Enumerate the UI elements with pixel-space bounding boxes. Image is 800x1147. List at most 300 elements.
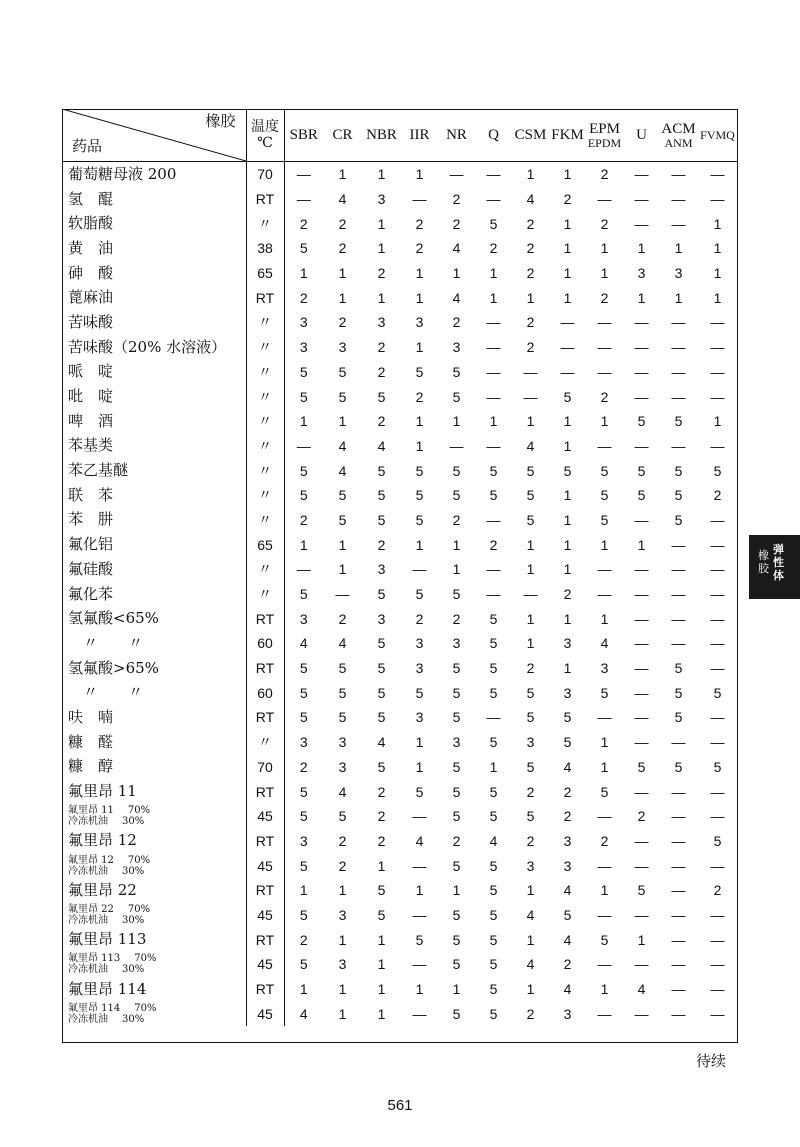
rating-cell: — [560,339,575,356]
rating-cell: 1 [637,289,646,306]
substance-name: 〃 〃 [68,683,144,702]
table-row [62,755,738,780]
rating-cell: 5 [489,882,498,899]
temperature-cell: RT [246,878,284,903]
rating-cell: — [449,166,464,183]
temperature-cell: RT [246,606,284,631]
rating-cell: 3 [299,610,308,627]
rating-cell: 4 [526,906,535,923]
temperature-cell: 〃 [246,458,284,483]
table-row [62,360,738,385]
substance-name: 葡萄糖母液 200 [68,164,177,183]
table-row [62,903,738,928]
rating-cell: — [671,832,686,849]
rating-cell: 5 [489,635,498,652]
table-row [62,730,738,755]
rating-cell: 2 [563,956,572,973]
rating-cell: — [710,808,725,825]
temperature-cell: 70 [246,162,284,187]
rating-cell: 5 [299,487,308,504]
rating-cell: 1 [600,734,609,751]
rating-cell: 3 [637,265,646,282]
rating-cell: 2 [526,215,535,232]
rating-cell: 5 [600,511,609,528]
rating-cell: 1 [600,758,609,775]
rating-cell: 2 [415,388,424,405]
rating-cell: 1 [563,511,572,528]
rating-cell: 2 [415,240,424,257]
table-row [62,606,738,631]
rating-cell: — [486,191,501,208]
mixture-component: 氟里昂 113 70% [68,953,157,965]
rating-cell: 3 [415,660,424,677]
rating-cell: — [335,586,350,603]
temperature-cell: RT [246,927,284,952]
rating-cell: 1 [415,339,424,356]
rating-cell: 3 [563,635,572,652]
rating-cell: — [597,363,612,380]
rating-cell: 1 [452,981,461,998]
rating-cell: — [560,314,575,331]
rating-cell: 1 [600,610,609,627]
rating-cell: — [710,339,725,356]
rating-cell: 1 [563,660,572,677]
rating-cell: 1 [377,240,386,257]
rating-cell: 3 [377,314,386,331]
rating-cell: 2 [299,215,308,232]
rating-cell: — [634,734,649,751]
rating-cell: — [296,437,311,454]
rating-cell: — [710,660,725,677]
rating-cell: 5 [299,388,308,405]
rating-cell: 2 [600,289,609,306]
rating-cell: 2 [713,487,722,504]
rating-cell: 5 [600,931,609,948]
rating-cell: 4 [338,783,347,800]
temperature-cell: 60 [246,631,284,656]
rating-cell: 5 [526,709,535,726]
rating-cell: 2 [563,808,572,825]
rating-cell: 1 [415,981,424,998]
rating-cell: 1 [600,981,609,998]
rating-cell: 1 [338,166,347,183]
rating-cell: 5 [489,487,498,504]
rating-cell: — [671,1005,686,1022]
substance-name: 苦味酸 [68,312,114,331]
temperature-cell: 〃 [246,483,284,508]
substance-name: 氟里昂 113 [68,930,147,949]
substance-name: 氟里昂 114 [68,979,147,998]
rating-cell: 1 [489,413,498,430]
rating-cell: — [486,561,501,578]
rating-cell: 2 [600,166,609,183]
rating-cell: 1 [377,931,386,948]
rating-cell: — [710,906,725,923]
rating-cell: 5 [338,363,347,380]
rating-cell: 3 [415,314,424,331]
rating-cell: 5 [452,906,461,923]
rating-cell: 3 [377,610,386,627]
rating-cell: 1 [299,882,308,899]
rating-cell: — [671,783,686,800]
mixture-component: 氟里昂 12 70% [68,854,151,866]
rating-cell: 1 [338,413,347,430]
rating-cell: — [634,339,649,356]
temperature-cell: RT [246,977,284,1002]
rating-cell: 2 [452,610,461,627]
rating-cell: 5 [452,931,461,948]
rating-cell: — [486,709,501,726]
rating-cell: 5 [563,734,572,751]
table-row [62,285,738,310]
substance-name: 软脂酸 [68,214,114,233]
table-row [62,582,738,607]
rating-cell: — [634,610,649,627]
rating-cell: 3 [526,857,535,874]
rating-cell: — [671,635,686,652]
side-tab-line2: 弹性体 [773,543,784,582]
rating-cell: 5 [452,783,461,800]
rating-cell: 1 [452,265,461,282]
rating-cell: 1 [637,240,646,257]
rating-cell: — [486,363,501,380]
rating-cell: 5 [299,808,308,825]
table-row [62,532,738,557]
rating-cell: — [597,857,612,874]
rating-cell: 5 [377,388,386,405]
table-row [62,335,738,360]
rating-cell: — [671,363,686,380]
rating-cell: 5 [637,413,646,430]
rating-cell: 5 [637,758,646,775]
temperature-cell: 〃 [246,508,284,533]
rating-cell: 5 [489,783,498,800]
rating-cell: 5 [674,462,683,479]
rating-cell: — [634,906,649,923]
temperature-cell: 〃 [246,384,284,409]
substance-name: 哌 啶 [68,362,114,381]
rubber-axis-label: 橡胶 [205,114,236,130]
rating-cell: 1 [526,931,535,948]
rating-cell: 5 [526,462,535,479]
rating-cell: 5 [299,363,308,380]
substance-name: 氟硅酸 [68,559,114,578]
rating-cell: 1 [600,536,609,553]
rating-cell: — [710,191,725,208]
rating-cell: 5 [526,808,535,825]
temperature-cell: 〃 [246,310,284,335]
rating-cell: 1 [415,413,424,430]
temperature-cell: 〃 [246,211,284,236]
rating-cell: 5 [338,660,347,677]
substance-name: 氟化铝 [68,535,114,554]
rating-cell: 5 [489,610,498,627]
rating-cell: 2 [526,832,535,849]
rating-cell: 1 [377,857,386,874]
substance-name [62,853,246,878]
table-row [62,310,738,335]
rating-cell: — [671,808,686,825]
rating-cell: — [710,1005,725,1022]
rating-cell: 4 [338,462,347,479]
rating-cell: 5 [713,462,722,479]
substance-name: 苦味酸（20% 水溶液） [68,337,227,356]
rating-cell: 1 [452,413,461,430]
substance-name [62,903,246,928]
rating-cell: 5 [489,808,498,825]
rating-cell: 2 [338,215,347,232]
mixture-component: 冷冻机油 30% [68,816,145,828]
rating-cell: 3 [299,339,308,356]
rating-cell: — [597,339,612,356]
rating-cell: 3 [377,191,386,208]
rating-cell: — [671,191,686,208]
rating-cell: 5 [489,857,498,874]
temperature-cell: 〃 [246,730,284,755]
rating-cell: 1 [563,166,572,183]
table-row [62,705,738,730]
rating-cell: 1 [338,289,347,306]
rating-cell: 4 [526,191,535,208]
rating-cell: 1 [299,536,308,553]
rating-cell: 2 [338,610,347,627]
rating-cell: 5 [489,462,498,479]
rating-cell: 5 [674,660,683,677]
temperature-cell: 45 [246,1001,284,1026]
rating-cell: 3 [338,339,347,356]
rating-cell: 2 [713,882,722,899]
rating-cell: — [597,191,612,208]
rating-cell: 1 [713,413,722,430]
rating-cell: 5 [377,586,386,603]
rating-cell: 1 [338,882,347,899]
rubber-column-header-line: ANM [664,135,693,150]
rating-cell: 3 [299,734,308,751]
rating-cell: 5 [563,906,572,923]
rating-cell: — [412,1005,427,1022]
rating-cell: 3 [452,339,461,356]
rating-cell: 1 [452,561,461,578]
temperature-cell: RT [246,829,284,854]
rating-cell: — [597,1005,612,1022]
mixture-component: 氟里昂 22 70% [68,903,151,915]
rating-cell: 1 [674,240,683,257]
substance-name: 砷 酸 [68,263,114,282]
rating-cell: 5 [713,684,722,701]
drug-axis-label: 药品 [72,139,103,155]
table-row [62,878,738,903]
rating-cell: 3 [526,734,535,751]
rating-cell: — [597,906,612,923]
rating-cell: 5 [489,956,498,973]
rating-cell: 5 [452,487,461,504]
rating-cell: 2 [563,586,572,603]
rating-cell: 3 [415,635,424,652]
substance-name: 〃 〃 [68,633,144,652]
rating-cell: 1 [526,413,535,430]
rating-cell: 1 [713,265,722,282]
rating-cell: 5 [600,783,609,800]
temperature-unit: ℃ [257,135,273,151]
rating-cell: 5 [415,586,424,603]
rating-cell: 5 [299,857,308,874]
rating-cell: — [296,166,311,183]
rating-cell: 1 [563,437,572,454]
rating-cell: — [412,191,427,208]
substance-name: 黄 油 [68,238,114,257]
rating-cell: 5 [377,906,386,923]
rating-cell: 4 [338,635,347,652]
rating-cell: 2 [452,511,461,528]
table-row [62,779,738,804]
rating-cell: 5 [674,709,683,726]
rating-cell: 4 [489,832,498,849]
rating-cell: 1 [674,289,683,306]
rating-cell: 5 [377,758,386,775]
rating-cell: — [710,536,725,553]
rating-cell: — [634,388,649,405]
rating-cell: 3 [563,857,572,874]
rating-cell: 2 [563,191,572,208]
substance-name: 氟里昂 12 [68,831,137,850]
rating-cell: 2 [489,240,498,257]
rating-cell: — [449,437,464,454]
substance-name: 氟化苯 [68,584,114,603]
substance-name: 联 苯 [68,485,114,504]
rating-cell: 4 [299,1005,308,1022]
rating-cell: 1 [526,635,535,652]
rating-cell: 1 [563,240,572,257]
rubber-column-header: Q [475,109,512,162]
rating-cell: 3 [338,734,347,751]
rating-cell: 5 [377,709,386,726]
rating-cell: — [597,437,612,454]
temperature-cell: 65 [246,261,284,286]
rating-cell: — [296,561,311,578]
rating-cell: 5 [377,511,386,528]
rating-cell: 5 [489,981,498,998]
rating-cell: 1 [637,536,646,553]
rating-cell: 2 [600,215,609,232]
rating-cell: 2 [415,215,424,232]
rating-cell: 5 [338,684,347,701]
table-row [62,162,738,187]
rating-cell: — [634,660,649,677]
rating-cell: 2 [452,191,461,208]
rating-cell: 4 [377,437,386,454]
rating-cell: 5 [489,1005,498,1022]
rating-cell: 5 [338,388,347,405]
rating-cell: 5 [452,684,461,701]
rating-cell: 5 [713,832,722,849]
table-row [62,434,738,459]
rating-cell: — [671,166,686,183]
rating-cell: 1 [452,536,461,553]
temperature-cell: RT [246,656,284,681]
rating-cell: — [412,906,427,923]
rating-cell: — [671,981,686,998]
rating-cell: 2 [526,265,535,282]
rating-cell: — [412,956,427,973]
rubber-column-header-line: EPDM [587,135,622,150]
rating-cell: — [634,166,649,183]
rating-cell: 4 [338,437,347,454]
rating-cell: — [671,215,686,232]
table-row [62,680,738,705]
rating-cell: — [634,635,649,652]
mixture-component: 冷冻机油 30% [68,964,145,976]
substance-name: 糠 醛 [68,732,114,751]
rating-cell: 1 [563,413,572,430]
rating-cell: 2 [637,808,646,825]
rating-cell: 1 [526,882,535,899]
rating-cell: 5 [526,511,535,528]
table-row [62,409,738,434]
substance-name: 氢氟酸>65% [68,658,159,677]
rating-cell: 5 [415,511,424,528]
rating-cell: 2 [526,660,535,677]
rating-cell: — [412,808,427,825]
rating-cell: — [634,363,649,380]
rating-cell: 2 [299,511,308,528]
rating-cell: — [634,832,649,849]
rating-cell: 3 [452,734,461,751]
rating-cell: 1 [415,289,424,306]
rating-cell: 2 [526,1005,535,1022]
rating-cell: 1 [489,758,498,775]
rating-cell: 1 [600,265,609,282]
rating-cell: — [634,684,649,701]
table-row [62,384,738,409]
rating-cell: 2 [489,536,498,553]
rating-cell: — [710,931,725,948]
rating-cell: 1 [526,981,535,998]
rating-cell: — [523,586,538,603]
rating-cell: 2 [338,832,347,849]
header-row [62,109,738,162]
rating-cell: — [671,857,686,874]
substance-name: 苯乙基醚 [68,461,129,480]
rating-cell: 5 [452,388,461,405]
rating-cell: 5 [377,487,386,504]
table-row [62,853,738,878]
rating-cell: 5 [299,906,308,923]
rating-cell: 4 [563,882,572,899]
rating-cell: 4 [526,956,535,973]
rating-cell: — [523,363,538,380]
rating-cell: 2 [452,215,461,232]
rating-cell: 2 [377,363,386,380]
rating-cell: — [710,783,725,800]
rating-cell: 5 [377,660,386,677]
rating-cell: 1 [415,734,424,751]
rating-cell: — [296,191,311,208]
rating-cell: 1 [600,240,609,257]
temperature-cell: 〃 [246,582,284,607]
rating-cell: 5 [600,462,609,479]
rating-cell: 4 [563,758,572,775]
rating-cell: 5 [415,684,424,701]
rating-cell: 5 [415,783,424,800]
rating-cell: 5 [377,462,386,479]
rating-cell: 5 [452,660,461,677]
rating-cell: 2 [415,610,424,627]
rating-cell: 1 [338,1005,347,1022]
rating-cell: — [597,586,612,603]
table-row [62,261,738,286]
temperature-cell: 65 [246,532,284,557]
rating-cell: 5 [563,462,572,479]
